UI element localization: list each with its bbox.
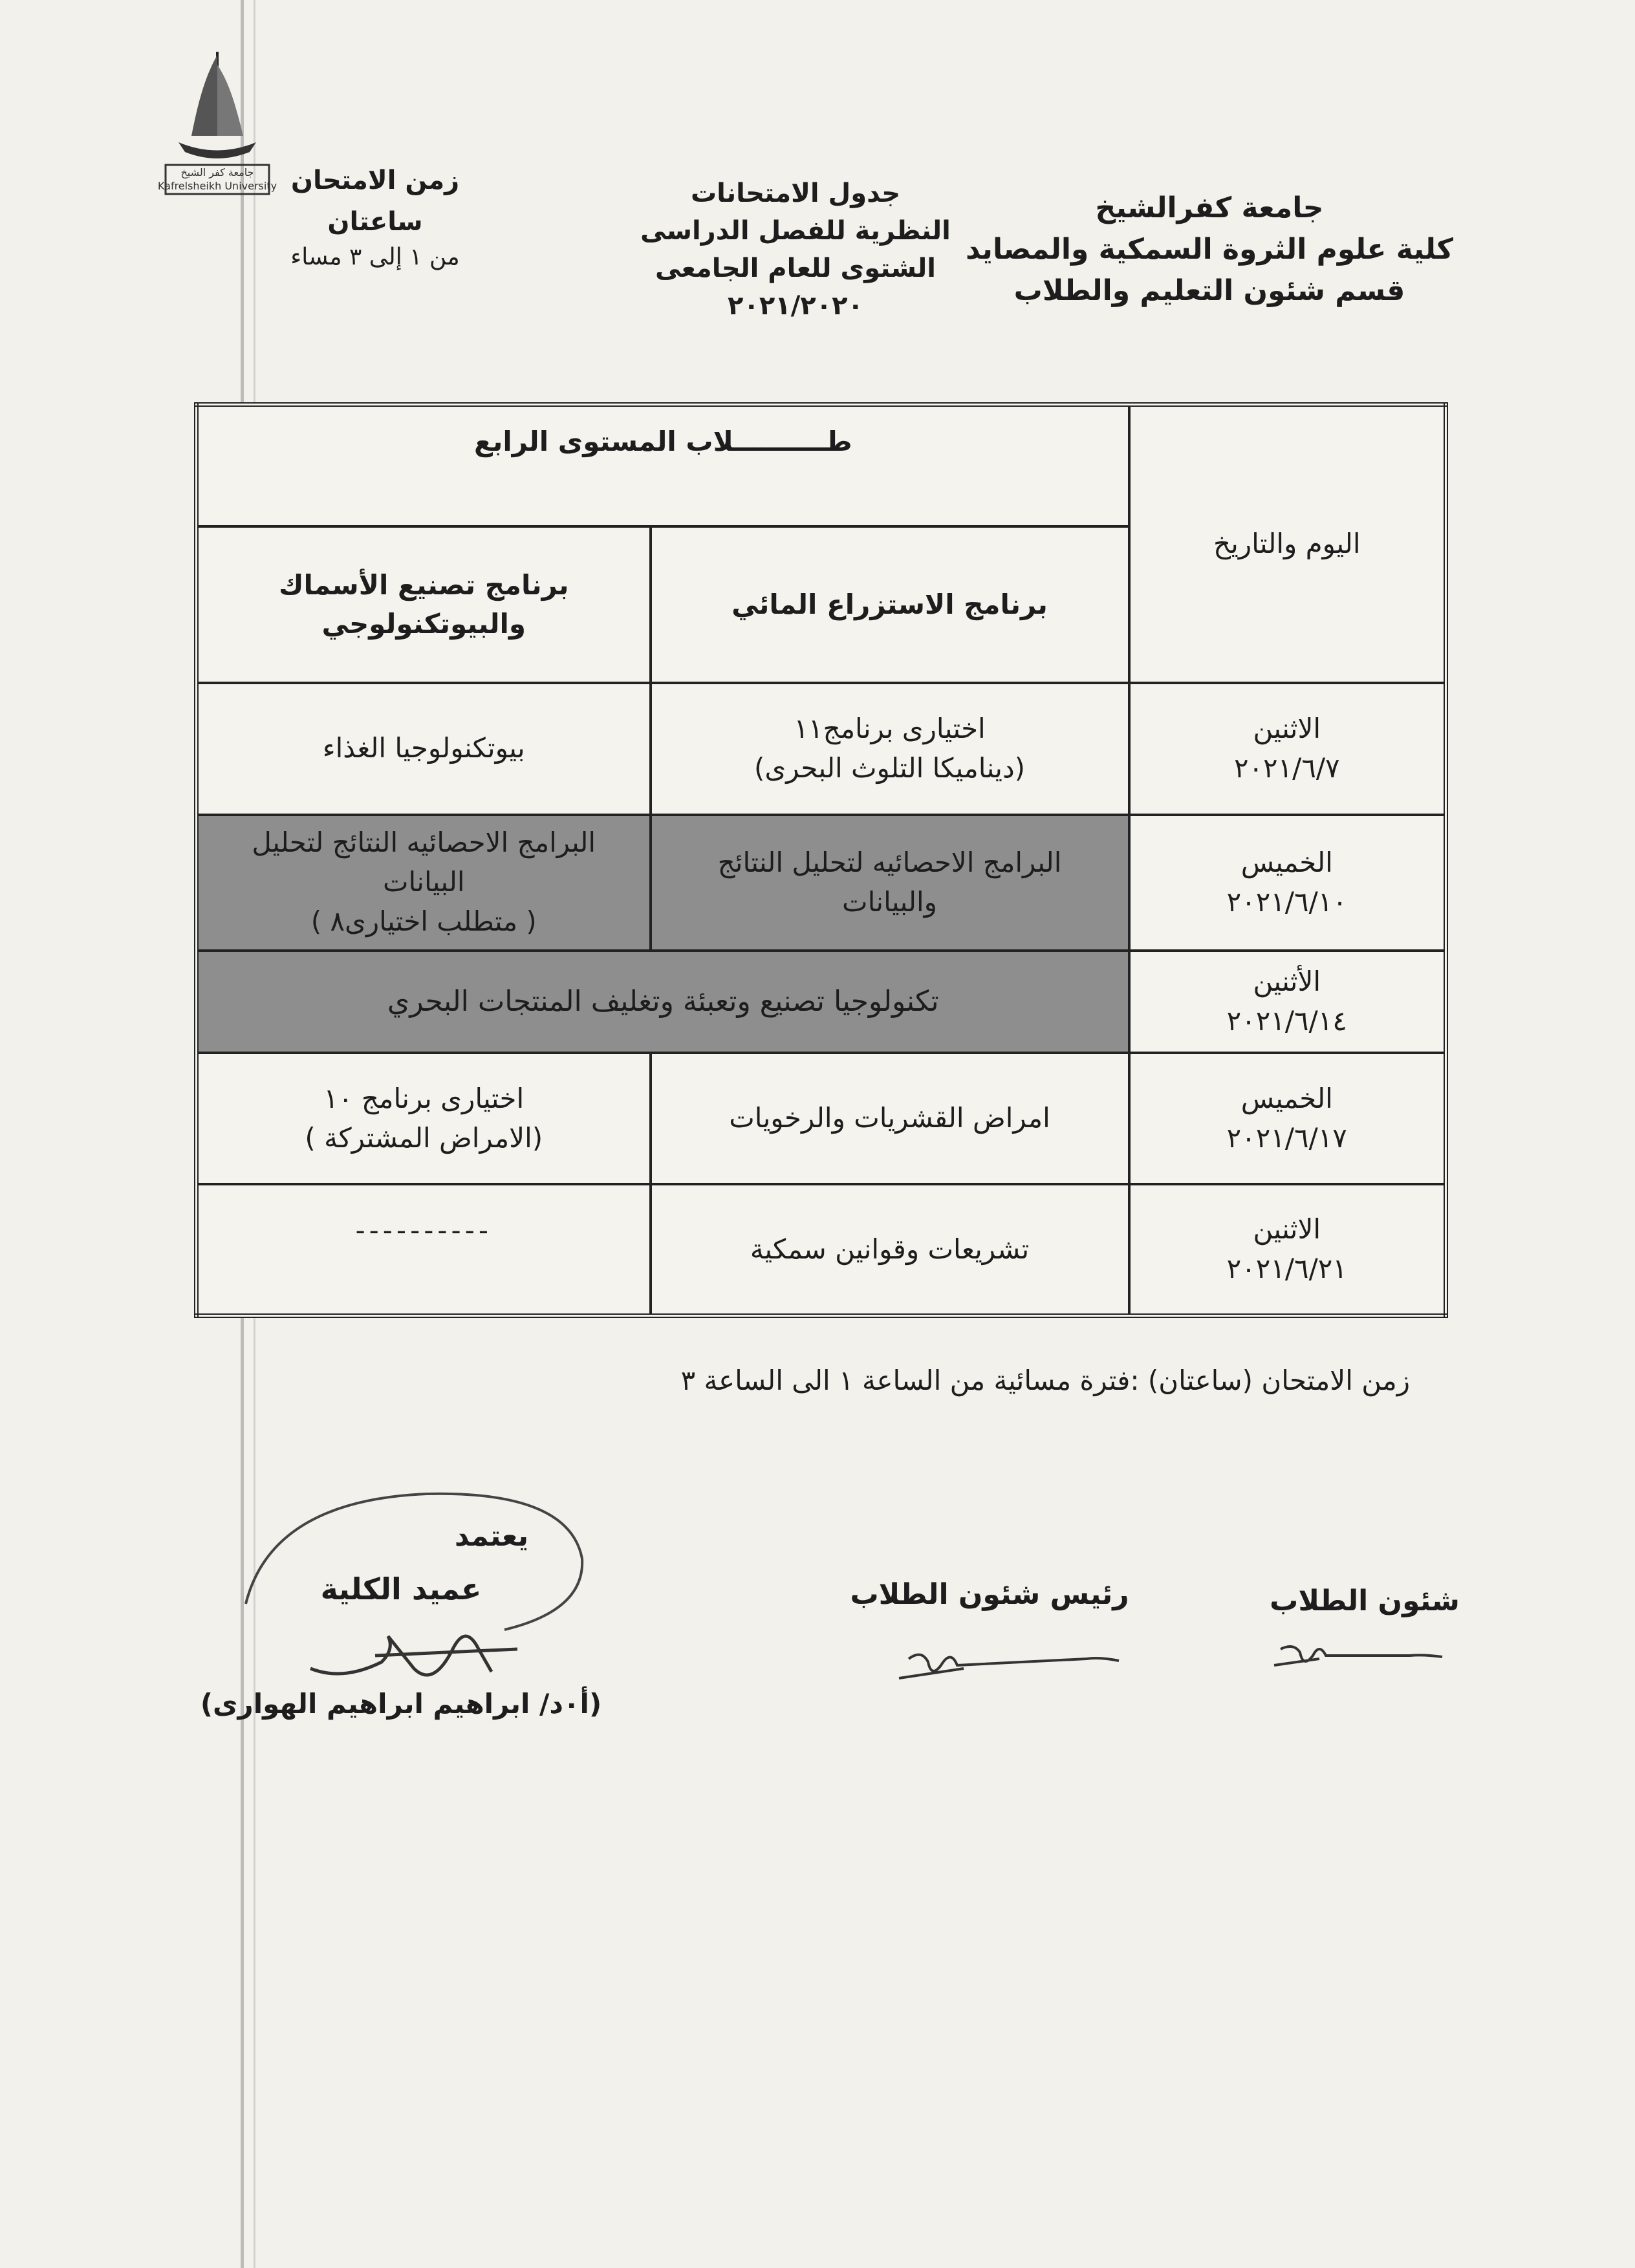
exam-line: (الامراض المشتركة ) [305,1121,543,1154]
exam-line: اختيارى برنامج ١٠ [323,1082,525,1114]
dean-title: عميد الكلية [320,1571,482,1606]
table-row [197,683,1446,814]
exam-line: امراض القشريات والرخويات [729,1102,1050,1134]
institution-block [964,188,1455,311]
exam-line: البرامج الاحصائيه لتحليل النتائج [717,846,1062,878]
exam-line: (ديناميكا التلوث البحرى) [753,751,1026,784]
row-date: ٢٠٢١/٦/٢١ [1226,1253,1347,1285]
row-date: ٢٠٢١/٦/١٧ [1226,1121,1347,1154]
exam-line: البرامج الاحصائيه النتائج لتحليل البيانات [252,826,596,898]
approved-label: يعتمد [454,1520,529,1553]
signature-mark [893,1630,1125,1701]
row-date: ٢٠٢١/٦/١٤ [1226,1004,1347,1037]
table-row [197,1184,1446,1315]
day-date-cell [1129,1053,1446,1184]
title-line-3: الشتوى للعام الجامعى [655,254,936,283]
program-1-exam [651,1184,1129,1315]
exam-line: والبيانات [842,885,937,918]
day-date-cell [1129,1184,1446,1315]
level-header: طــــــــــلاب المستوى الرابع [197,405,1129,527]
exam-line: ---------- [355,1215,493,1247]
row-day: الاثنين [1253,1213,1321,1246]
university-name: جامعة كفرالشيخ [1095,191,1324,224]
program-1-exam [651,683,1129,814]
day-date-cell [1129,951,1446,1053]
academic-year: ٢٠٢١/٢٠٢٠ [728,291,863,321]
program-1-exam [651,1053,1129,1184]
day-date-cell [1129,815,1446,951]
program-2-exam [197,1053,651,1184]
dean-name: (أ٠د/ ابراهيم ابراهيم الهوارى) [200,1688,602,1720]
logo-english-name: Kafrelsheikh University [157,180,277,192]
row-day: الخميس [1240,1082,1333,1114]
title-line-2: النظرية للفصل الدراسى [640,216,951,246]
students-affairs-label: شئون الطلاب [1270,1584,1460,1617]
faculty-name: كلية علوم الثروة السمكية والمصايد [966,232,1453,266]
exam-line: اختيارى برنامج١١ [794,713,986,745]
program-2-exam [197,1184,651,1315]
exam-duration: ساعتان [327,207,423,237]
logo-arabic-name: جامعة كفر الشيخ [180,166,254,178]
head-students-affairs-label: رئيس شئون الطلاب [850,1578,1129,1611]
department-name: قسم شئون التعليم والطلاب [1013,274,1405,307]
exam-hours: من ١ إلى ٣ مساء [290,244,460,270]
exam-line: بيوتكنولوجيا الغذاء [322,732,525,764]
row-date: ٢٠٢١/٦/١٠ [1226,885,1347,918]
row-day: الاثنين [1253,713,1321,745]
title-line-1: جدول الامتحانات [690,178,901,208]
exam-time-label: زمن الامتحان [290,166,460,195]
table-row [197,815,1446,951]
dean-signature [285,1610,530,1694]
table-row [197,951,1446,1053]
exam-time-note: زمن الامتحان (ساعتان) :فترة مسائية من الساعة ١ الى الساعة ٣ [680,1365,1410,1396]
signature-mark [1268,1630,1449,1688]
day-date-cell [1129,683,1446,814]
exam-schedule-table [194,402,1448,1318]
title-block [621,175,970,325]
row-day: الأثنين [1253,965,1321,997]
program-1-header: برنامج الاستزراع المائي [651,526,1129,683]
program-2-exam [197,815,651,951]
program-1-exam [651,815,1129,951]
row-date: ٢٠٢١/٦/٧ [1233,751,1340,784]
row-day: الخميس [1240,846,1333,878]
table-row [197,1053,1446,1184]
shared-exam: تكنولوجيا تصنيع وتعبئة وتغليف المنتجات البحري [197,951,1129,1053]
exam-line: تشريعات وقوانين سمكية [750,1233,1030,1265]
exam-line: ( متطلب اختيارى٨ ) [310,905,537,937]
day-date-header: اليوم والتاريخ [1129,405,1446,684]
program-2-exam [197,683,651,814]
program-2-header: برنامج تصنيع الأسماك والبيوتكنولوجي [197,526,651,683]
exam-time-block [259,162,492,274]
